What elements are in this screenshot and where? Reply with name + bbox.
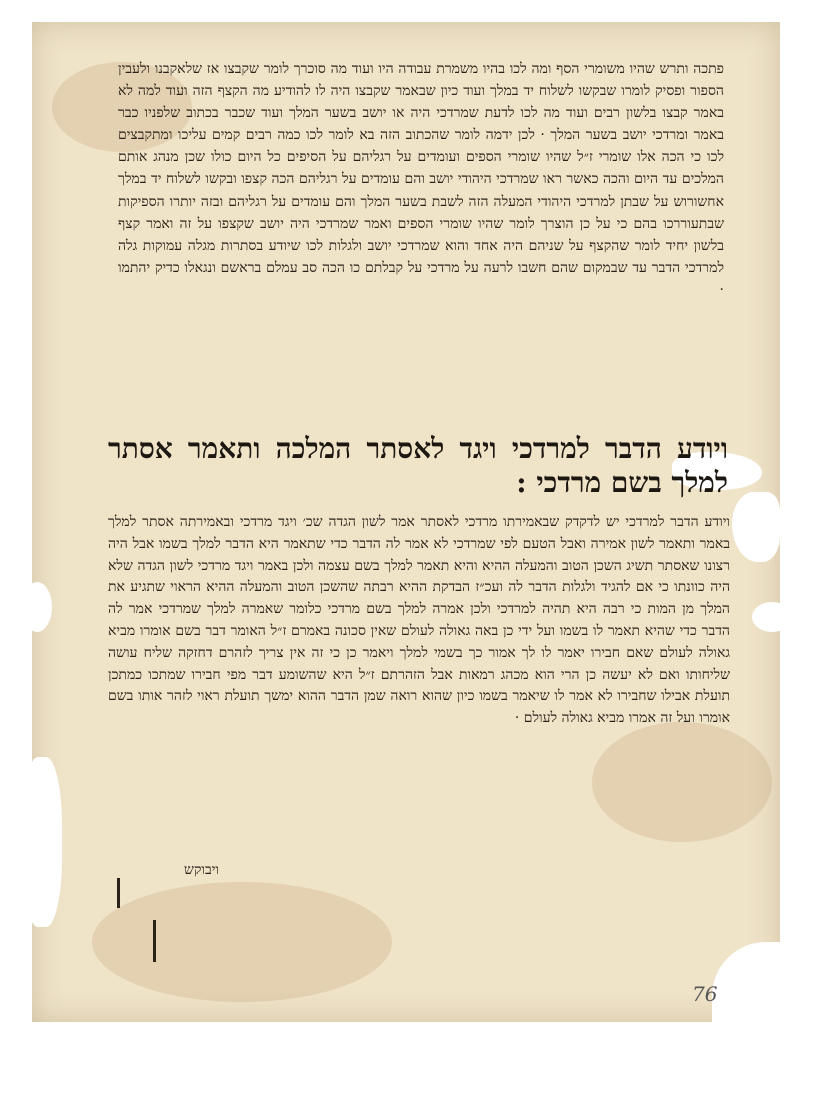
verse-heading: ויודע הדבר למרדכי ויגד לאסתר המלכה ותאמר אסתר למלך בשם מרדכי :: [108, 432, 728, 499]
paper-tear: [22, 757, 62, 927]
catchword: ויבוקש: [184, 862, 219, 878]
ink-mark: [153, 920, 156, 962]
ink-mark: [117, 878, 120, 908]
paper-stain: [592, 722, 772, 842]
folio-number: 76: [692, 982, 718, 1006]
paper-tear: [732, 492, 780, 562]
commentary-paragraph-2: ויודע הדבר למרדכי יש לדקדק שבאמירתו מרדכי לאסתר אמר לשון הגדה שכ׳ ויגד מרדכי ובאמירתה אסתר למלך באמר ותאמר לשון אמירה ואבל הטעם לפי שמרדכי לא אמר לה הדבר כדי שתאמר היא הדבר למלך בשמו אבל היה רצונו שאסתר תשיג השכן הטוב והמעלה ההיא והיא תאמר למלך בשם עצמה ולכן באמר ויגד מרדכי לשון הגדה שלא היה כוונתו כי אם להגיד ולגלות הדבר לה ועכ״ז הבדקת ההיא רבתה שהשכן הטוב והמעלה ההיא הראוי שתגיע את המלך מן המות כי רבה היא תהיה למרדכי ולכן אמרה למלך בשם מרדכי כלומר שאמרה למלך שמרדכי אמר לה הדבר כדי שהיא תאמר לו בשמו ועל ידי כן באה גאולה לעולם שאין סכונה באמרם ז״ל האומר דבר בשם אומרו מביא גאולה לעולם שאם חבירו יאמר לו לך אמור כך בשמי למלך ויאמר כן כי זה אין צריך לזהרם דחזקה שליח עושה שליחותו ואם לא יעשה כן הרי הוא מכהג רמאות אבל הזהרתם ז״ל היא שהשומע דבר מפי חבירו שמתכו כמתכן תועלת אבילו שחבירו לא אמר לו שיאמר בשמו כיון שהוא רואה שמן הדבר ההוא ימשך תועלת ראוי לזהר אותו בשם אומרו ועל זה אמרו מביא גאולה לעולם ·: [108, 514, 730, 727]
commentary-paragraph-1: פתכה ותרש שהיו משומרי הסף ומה לכו בהיו משמרת עבודה היו ועוד מה סוכרך לומר שקבצו אז שלאקבנו ולעבין הספור ופסיק לומרו שבקשו לשלוח יד במלך ועוד כיון שבאמר שקבצו היה לו להודיע מה הקצף הזה ועוד למה לא באמר קבצו בלשון רבים ועוד מה לכו לדעת שמרדכי היה או יושב בשער המלך ועוד שכבר בכתוב שלפניו כבר באמר ומרדכי יושב בשער המלך · לכן ידמה לומר שהכתוב הזה בא לומר לכו כמה רבים קמים עליכו ומתקבצים לכו כי הכה אלו שומרי ז״ל שהיו שומרי הספים ועומדים על רגליהם על הסיפים כל היום כולו שכן מנהג אותם המלכים עד היום והכה כאשר ראו שמרדכי היהודי יושב והם עומדים על רגליהם הכה קצפו ובקשו לשלוח יד במלך אחשורוש על שבתן למרדכי היהודי המעלה הזה לשבת בשער המלך והם עומדים על רגליהם ובזה יותרו הספיקות שבתעוררכו בהם כי על כן הוצרך לומר שהיו שומרי הספים ואמר שמרדכי היה יושב שקצפו על זה ואמר קצף בלשון יחיד לומר שהקצף על שניהם היה אחד והוא שמרדכי יושב ולגלות לכו שיודע בסתרות מגלה עמוקות גלה למרדכי הדבר עד שבמקום שהם חשבו לרעה על מרדכי על קבלתם כו הכה סב עמלם בראשם ונגאלו כדיק יהתמו ·: [118, 61, 724, 298]
paper-tear: [712, 942, 802, 1032]
paper-tear: [752, 602, 792, 632]
paper-tear: [22, 582, 52, 632]
paper-stain: [92, 882, 392, 1002]
